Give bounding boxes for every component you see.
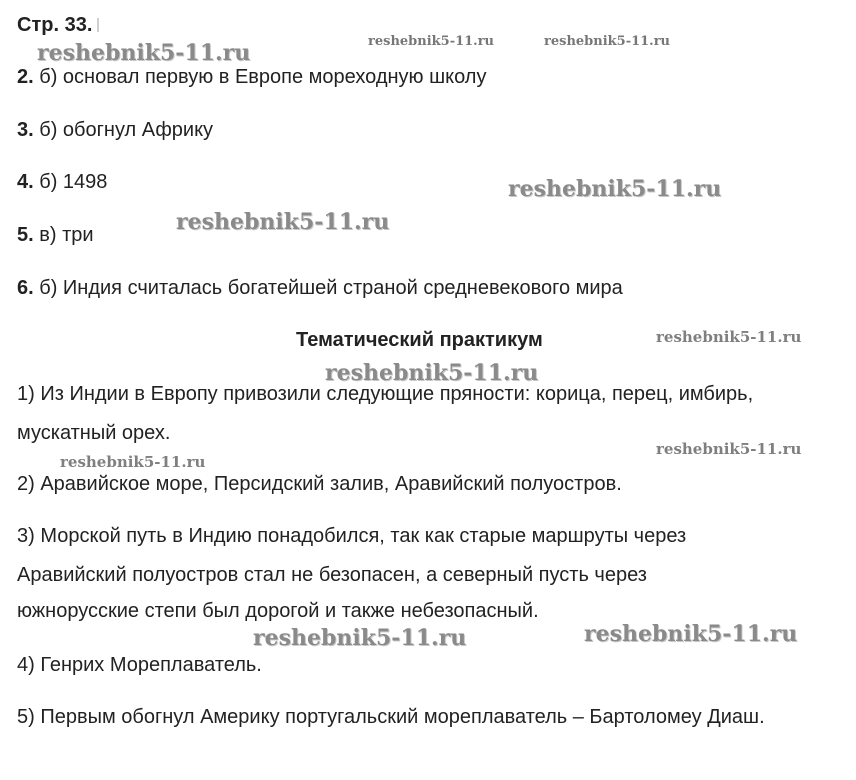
section-heading: Тематический практикум xyxy=(296,329,543,351)
watermark: reshebnik5-11.ru xyxy=(508,176,722,202)
answer-text: б) Индия считалась богатейшей страной средневекового мира xyxy=(39,277,623,299)
watermark: reshebnik5-11.ru xyxy=(37,40,251,66)
practicum-line: 4) Генрих Мореплаватель. xyxy=(17,654,262,676)
answer-number: 2. xyxy=(17,66,34,88)
practicum-line: 1) Из Индии в Европу привозили следующие пряности: корица, перец, имбирь, xyxy=(17,383,754,405)
watermark: reshebnik5-11.ru xyxy=(584,621,798,647)
practicum-line: 2) Аравийское море, Персидский залив, Аравийский полуостров. xyxy=(17,473,622,495)
watermark: reshebnik5-11.ru xyxy=(176,209,390,235)
answer-item xyxy=(17,170,107,194)
answer-number: 3. xyxy=(17,119,34,141)
page-label xyxy=(17,13,99,37)
watermark: reshebnik5-11.ru xyxy=(253,625,467,651)
watermark: reshebnik5-11.ru xyxy=(656,440,802,458)
practicum-line: мускатный орех. xyxy=(17,422,171,444)
page-label-text: Стр. 33. xyxy=(17,14,93,36)
answer-number: 4. xyxy=(17,171,34,193)
practicum-line: 3) Морской путь в Индию понадобился, так как старые маршруты через xyxy=(17,525,687,547)
answer-item xyxy=(17,223,94,247)
answer-text: б) 1498 xyxy=(39,171,108,193)
answer-item xyxy=(17,65,486,89)
practicum-line: Аравийский полуостров стал не безопасен, а северный пусть через xyxy=(17,564,647,586)
watermark: reshebnik5-11.ru xyxy=(368,34,495,49)
page-mark xyxy=(97,18,99,32)
watermark: reshebnik5-11.ru xyxy=(656,328,802,346)
answer-number: 6. xyxy=(17,277,34,299)
answer-text: в) три xyxy=(39,224,94,246)
answer-number: 5. xyxy=(17,224,34,246)
practicum-line: южнорусские степи был дорогой и также небезопасный. xyxy=(17,600,539,622)
watermark: reshebnik5-11.ru xyxy=(544,34,671,49)
answer-item xyxy=(17,118,213,142)
answer-item xyxy=(17,276,623,300)
watermark: reshebnik5-11.ru xyxy=(60,453,206,471)
answer-text: б) основал первую в Европе мореходную школу xyxy=(39,66,487,88)
practicum-line: 5) Первым обогнул Америку португальский мореплаватель – Бартоломеу Диаш. xyxy=(17,706,765,728)
answer-text: б) обогнул Африку xyxy=(39,119,214,141)
watermark: reshebnik5-11.ru xyxy=(325,360,539,386)
